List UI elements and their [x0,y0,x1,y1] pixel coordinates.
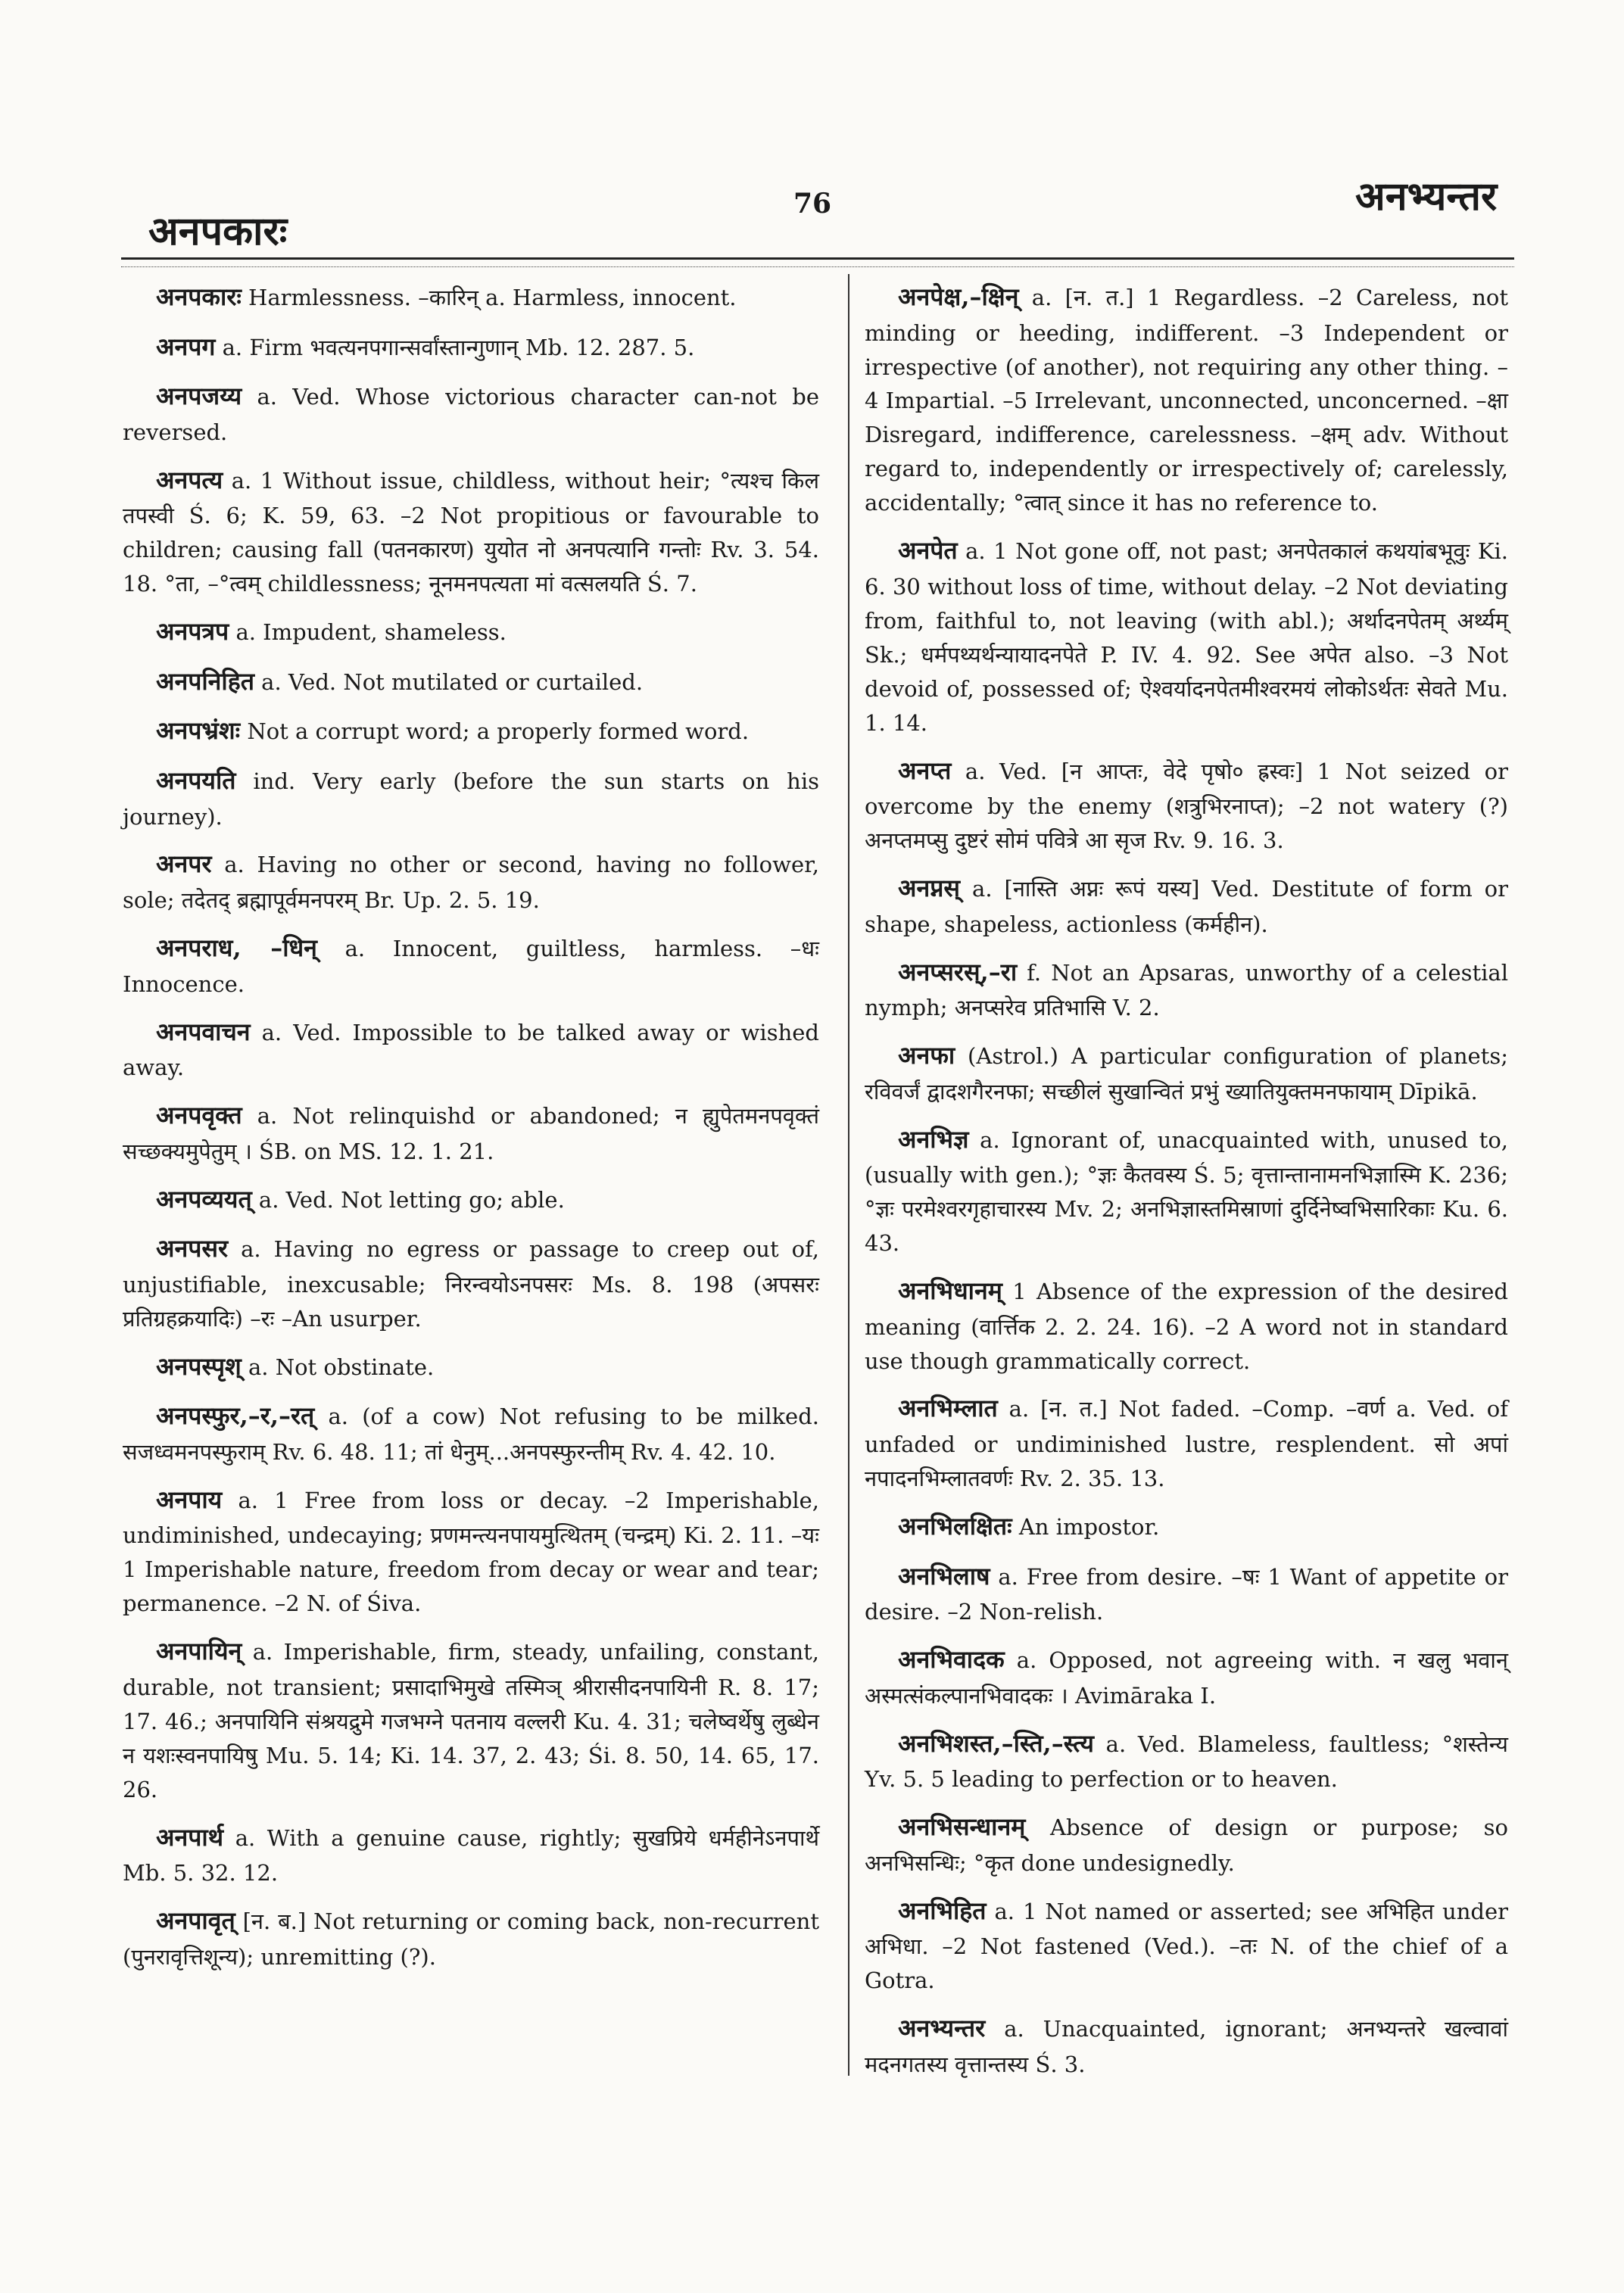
entry-definition: a. Not obstinate. [241,1354,435,1380]
page-number: 76 [793,188,832,220]
entry-definition: a. Opposed, not agreeing with. न खलु भवान् अस्मत्संकल्पानभिवादकः । Avimāraka I. [865,1647,1508,1709]
entry-definition: Not a corrupt word; a properly formed word. [240,718,750,745]
dictionary-entry [865,1893,1508,1998]
entry-definition: a. 1 Free from loss or decay. –2 Imperishable, undiminished, undecaying; प्रणमन्त्यनपायमुत्थितम् (चन्द्रम्) Ki. 2. 11. –यः 1 Imperishable nature, freedom from decay or wear and tear; permanence. –2 N. of Śiva. [123,1487,819,1617]
entry-definition: f. Not an Apsaras, unworthy of a celestial nymph; अनप्सरेव प्रतिभासि V. 2. [865,959,1508,1021]
dictionary-entry [123,1633,819,1806]
entry-headword: अनभिम्लात [898,1394,998,1423]
entry-definition: [न. ब.] Not returning or coming back, non-recurrent (पुनरावृत्तिशून्य); unremitting (?). [123,1908,819,1970]
dictionary-entry [123,663,819,701]
entry-definition: a. (of a cow) Not refusing to be milked. सजध्वमनपस्फुराम् Rv. 6. 48. 11; तां धेनुम्...अनपस्फुरन्तीम् Rv. 4. 42. 10. [123,1404,819,1465]
entry-definition: a. Ved. Impossible to be talked away or wished away. [123,1019,819,1081]
dictionary-entry [123,1397,819,1469]
dictionary-entry [123,613,819,651]
entry-definition: a. 1 Without issue, childless, without heir; °त्यश्च किल तपस्वी Ś. 6; K. 59, 63. –2 Not propitious or favourable to children; causing fall (पतनकारण) युयोत नो अनपत्यानि गन्तोः Rv. 3. 54. 18. °ता, –°त्वम् childlessness; नूनमनपत्यता मां वत्सलयति Ś. 7. [123,467,819,597]
left-column [123,279,819,1986]
entry-definition: 1 Absence of the expression of the desired meaning (वार्त्तिक 2. 2. 24. 16). –2 A word not in standard use though grammatically correct. [865,1278,1508,1374]
dictionary-entry [123,1481,819,1621]
dictionary-entry [123,1097,819,1169]
entry-definition: a. Ved. Not mutilated or curtailed. [254,668,644,695]
entry-headword: अनपाय [156,1485,223,1514]
entry-definition: a. Ved. Not letting go; able. [251,1186,565,1213]
dictionary-entry [865,1809,1508,1880]
dictionary-entry [123,762,819,834]
column-divider [848,274,849,2076]
entry-headword: अनपस्फुर,–र,–रत् [156,1401,315,1431]
entry-headword: अनपत्रप [156,617,229,646]
entry-headword: अनपवृक्त [156,1101,242,1130]
entry-headword: अनपेक्ष,–क्षिन् [898,282,1019,311]
entry-definition: a. Ignorant of, unacquainted with, unused to, (usually with gen.); °ज्ञः कैतवस्य Ś. 5; वृत्तान्तानामनभिज्ञास्मि K. 236; °ज्ञः परमेश्वरगृहाचारस्य Mv. 2; अनभिज्ञास्तमिस्राणां दुर्दिनेष्वभिसारिकाः Ku. 6. 43. [865,1126,1508,1257]
entry-headword: अनपजय्य [156,382,242,411]
entry-definition: a. 1 Not gone off, not past; अनपेतकालं कथयांबभूवुः Ki. 6. 30 without loss of time, without delay. –2 Not deviating from, faithful to, not leaving (with abl.); अर्थादनपेतम् अर्थ्यम् Sk.; धर्मपथ्यर्थन्यायादनपेते P. IV. 4. 92. See अपेत also. –3 Not devoid of, possessed of; ऐश्वर्यादनपेतमीश्वरमयं लोकोऽर्थतः सेवते Mu. 1. 14. [865,538,1508,736]
entry-definition: a. With a genuine cause, rightly; सुखप्रिये धर्महीनेऽनपार्थे Mb. 5. 32. 12. [123,1824,819,1886]
dictionary-entry [123,1902,819,1974]
entry-headword: अनभिहित [898,1896,987,1925]
dictionary-entry [865,1725,1508,1797]
entry-definition: ind. Very early (before the sun starts on his journey). [123,768,819,830]
entry-definition: a. [नास्ति अप्नः रूपं यस्य] Ved. Destitute of form or shape, shapeless, actionless (कर्महीन). [865,875,1508,937]
dictionary-entry [123,378,819,450]
entry-headword: अनपराध, –धिन् [156,933,317,962]
entry-headword: अनपयति [156,765,236,795]
entry-definition: a. Firm भवत्यनपगान्सर्वांस्तान्गुणान् Mb. 12. 287. 5. [215,334,695,360]
entry-headword: अनपर [156,849,212,879]
dictionary-entry [865,1273,1508,1378]
entry-headword: अनपग [156,332,216,361]
dictionary-entry [865,1037,1508,1109]
entry-definition: a. Impudent, shameless. [229,619,507,646]
dictionary-entry [123,712,819,750]
entry-headword: अनपत्य [156,465,223,494]
right-column [865,279,1508,2094]
dictionary-entry [123,930,819,1002]
entry-headword: अनपवाचन [156,1017,251,1046]
dictionary-entry [123,1819,819,1891]
entry-definition: a. Ved. [न आप्तः, वेदे पृषो० ह्रस्वः] 1 Not seized or overcome by the enemy (शत्रुभिरनाप्त); –2 not watery (?) अनप्तमप्सु दुष्टरं सोमं पवित्रे आ सृज Rv. 9. 16. 3. [865,758,1508,854]
entry-definition: (Astrol.) A particular configuration of planets; रविवर्जं द्वादशगैरनफा; सच्छीलं सुखान्वितं प्रभुं ख्यातियुक्तमनफायाम् Dīpikā. [865,1043,1508,1104]
entry-definition: a. Ved. Whose victorious character can-not be reversed. [123,384,819,445]
dictionary-entry [865,1558,1508,1630]
entry-definition: a. Having no other or second, having no follower, sole; तदेतद् ब्रह्मापूर्वमनपरम् Br. Up. 2. 5. 19. [123,852,819,914]
dictionary-entry [123,1014,819,1086]
entry-definition: a. Imperishable, firm, steady, unfailing, constant, durable, not transient; प्रसादाभिमुखे तस्मिञ् श्रीरासीदनपायिनी R. 8. 17; 17. 46.; अनपायिनि संश्रयद्रुमे गजभग्ने पतनाय वल्लरी Ku. 4. 31; चलेष्वर्थेषु लुब्धेन न यशःस्वनपायिषु Mu. 5. 14; Ki. 14. 37, 2. 43; Śi. 8. 50, 14. 65, 17. 26. [123,1639,819,1802]
entry-definition: a. [न. त.] 1 Regardless. –2 Careless, not minding or heeding, indifferent. –3 Independent or irrespective (of another), not requiring any other thing. –4 Impartial. –5 Irrelevant, unconnected, unconcerned. –क्षा Disregard, indifference, carelessness. –क्षम् adv. Without regard to, independently or irrespectively of; carelessly, accidentally; °त्वात् since it has no reference to. [865,285,1508,516]
dictionary-entry [123,1181,819,1219]
entry-definition: a. Unacquainted, ignorant; अनभ्यन्तरे खल्वावां मदनगतस्य वृत्तान्तस्य Ś. 3. [865,2016,1508,2077]
dictionary-entry [123,1230,819,1335]
dictionary-entry [865,870,1508,942]
entry-headword: अनपव्ययत् [156,1184,252,1213]
entry-headword: अनपस्पृश् [156,1351,242,1381]
dictionary-entry [865,752,1508,858]
entry-headword: अनभिज्ञ [898,1124,969,1154]
entry-headword: अनपसर [156,1234,229,1263]
dictionary-entry [865,2010,1508,2082]
entry-headword: अनभिलक्षितः [898,1511,1012,1541]
entry-definition: a. 1 Not named or asserted; see अभिहित under अभिधा. –2 Not fastened (Ved.). –तः N. of the chief of a Gotra. [865,1898,1508,1994]
entry-headword: अनभिवादक [898,1645,1005,1675]
entry-definition: a. Having no egress or passage to creep out of, unjustifiable, inexcusable; निरन्वयोऽनपसरः Ms. 8. 198 (अपसरः प्रतिग्रहक्रयादिः) –रः –An usurper. [123,1236,819,1332]
dictionary-entry [865,279,1508,520]
header-left-word: अनपकारः [148,208,288,254]
dictionary-entry [865,1390,1508,1495]
entry-headword: अनपभ्रंशः [156,716,241,746]
entry-definition: a. Not relinquishd or abandoned; न ह्युपेतमनपवृक्तं सच्छक्यमुपेतुम् । ŚB. on MS. 12. 1. 21. [123,1103,819,1164]
entry-headword: अनफा [898,1041,955,1070]
header-rule [121,257,1514,260]
dictionary-entry [123,329,819,366]
entry-headword: अनपकारः [156,282,242,311]
entry-headword: अनभ्यन्तर [898,2014,986,2043]
entry-headword: अनभिशस्त,–स्ति,–स्त्य [898,1728,1094,1758]
dictionary-entry [865,1121,1508,1260]
entry-definition: a. Innocent, guiltless, harmless. –धः Innocence. [123,935,819,997]
entry-headword: अनभिधानम् [898,1276,1002,1305]
entry-headword: अनभिलाष [898,1561,990,1590]
entry-definition: a. Ved. Blameless, faultless; °शस्तेन्य Yv. 5. 5 leading to perfection or to heaven. [865,1731,1508,1793]
entry-definition: An impostor. [1011,1513,1160,1540]
entry-headword: अनपायिन् [156,1637,242,1666]
dictionary-entry [123,846,819,918]
dictionary-entry [865,954,1508,1026]
dictionary-entry [865,1641,1508,1713]
entry-headword: अनपनिहित [156,666,254,696]
entry-headword: अनपेत [898,536,958,565]
header-dotted-rule [121,266,1514,267]
entry-headword: अनप्नस् [898,873,961,902]
dictionary-entry [865,532,1508,740]
entry-headword: अनपावृत् [156,1906,235,1936]
entry-definition: Harmlessness. –कारिन् a. Harmless, innocent. [241,285,737,310]
entry-definition: a. Free from desire. –षः 1 Want of appetite or desire. –2 Non-relish. [865,1563,1508,1625]
header-right-word: अनभ्यन्तर [1355,173,1498,220]
dictionary-entry [865,1508,1508,1546]
entry-headword: अनप्सरस्,–रा [898,957,1018,986]
entry-headword: अनभिसन्धानम् [898,1812,1026,1842]
entry-headword: अनपार्थ [156,1822,224,1852]
dictionary-entry [123,462,819,601]
entry-definition: a. [न. त.] Not faded. –Comp. –वर्ण a. Ved. of unfaded or undiminished lustre, resplendent. सो अपां नपादनभिम्लातवर्णः Rv. 2. 35. 13. [865,1396,1508,1491]
dictionary-entry [123,1348,819,1386]
entry-headword: अनप्त [898,756,952,785]
dictionary-entry [123,279,819,316]
entry-definition: Absence of design or purpose; so अनभिसन्धिः; °कृत done undesignedly. [865,1815,1508,1876]
